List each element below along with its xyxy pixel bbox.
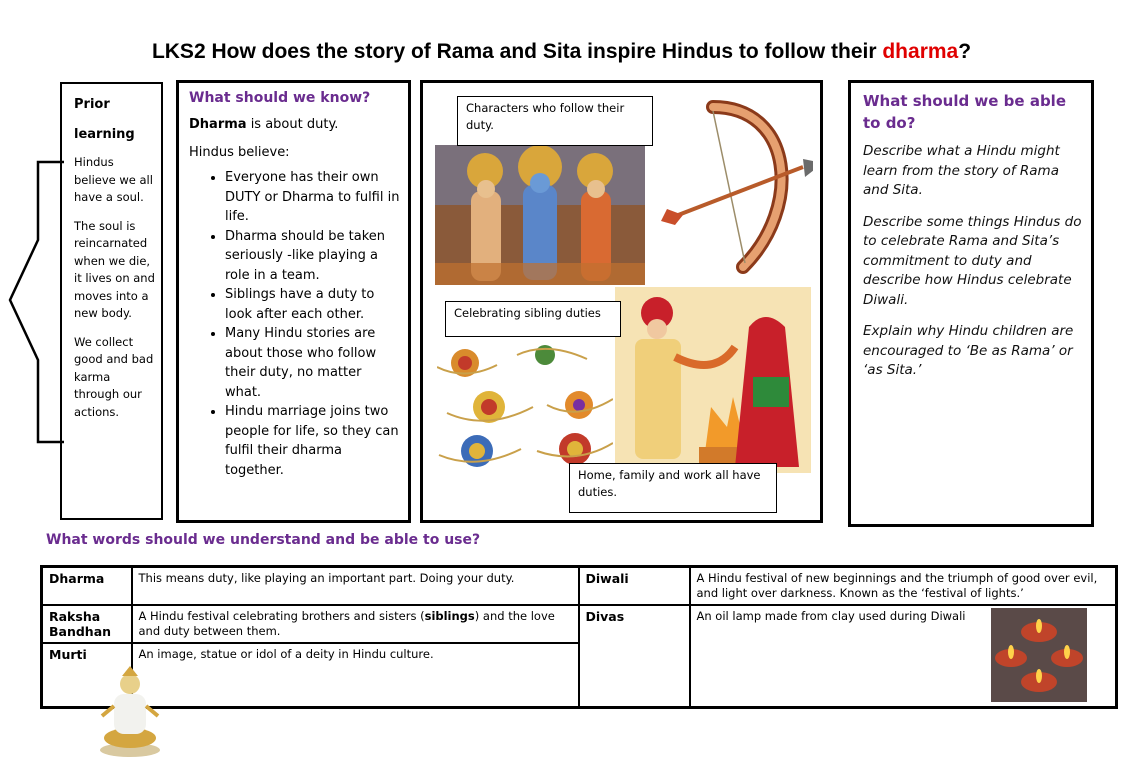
raksha-def-bold: siblings (424, 609, 475, 623)
diya-image (991, 608, 1087, 702)
dharma-definition (189, 116, 400, 134)
term-diwali: Diwali (579, 567, 690, 606)
prior-heading-line1: Prior (74, 97, 110, 112)
title-suffix: ? (958, 40, 972, 63)
know-panel (176, 80, 411, 523)
table-row (42, 605, 1117, 643)
raksha-def-post: ) and the love and duty between them. (138, 609, 555, 638)
pictures-panel (420, 80, 823, 523)
dharma-rest: is about duty. (246, 117, 339, 132)
hindus-believe: Hindus believe: (189, 145, 290, 160)
list-item: • Many Hindu stories are about those who follow their duty, no matter what. (225, 324, 400, 402)
rama-sita-image (435, 145, 645, 285)
rakhi-image (437, 341, 613, 473)
bow-arrow-image (653, 97, 813, 277)
prior-heading (74, 90, 155, 150)
prior-paragraph: We collect good and bad karma through our actions. (74, 334, 154, 419)
able-paragraph: Explain why Hindu children are encouraged to ‘Be as Rama’ or ‘as Sita.’ (863, 323, 1074, 378)
def-raksha (132, 605, 579, 643)
term-murti: Murti (42, 643, 132, 707)
divas-def-text: An oil lamp made from clay used during Diwali (696, 609, 966, 623)
title-text: LKS2 How does the story of Rama and Sita inspire Hindus to follow their (151, 40, 883, 63)
callout-characters: Characters who follow their duty. (457, 96, 653, 146)
list-item: • Hindu marriage joins two people for life, so they can fulfil their dharma together. (225, 402, 400, 480)
prior-learning-panel (60, 82, 163, 520)
able-heading: What should we be able to do? (863, 92, 1066, 132)
prior-heading-line2: learning (74, 127, 135, 142)
page-title (0, 40, 1123, 64)
list-item: • Everyone has their own DUTY or Dharma to fulfil in life. (225, 168, 400, 227)
term-raksha: Raksha Bandhan (42, 605, 132, 643)
table-row (42, 567, 1117, 606)
term-dharma: Dharma (42, 567, 132, 606)
prior-arrow-shape (8, 160, 68, 450)
able-paragraph: Describe what a Hindu might learn from the story of Rama and Sita. (863, 143, 1060, 198)
know-heading: What should we know? (189, 90, 371, 106)
dharma-bold: Dharma (189, 117, 247, 132)
list-item: • Dharma should be taken seriously -like playing a role in a team. (225, 227, 400, 286)
prior-paragraph: Hindus believe we all have a soul. (74, 155, 153, 204)
callout-home: Home, family and work all have duties. (569, 463, 777, 513)
list-item: • Siblings have a duty to look after each other. (225, 285, 400, 324)
vocab-heading: What words should we understand and be able to use? (46, 532, 481, 548)
def-murti: An image, statue or idol of a deity in Hindu culture. (132, 643, 579, 707)
def-divas (690, 605, 1117, 707)
prior-paragraph: The soul is reincarnated when we die, it lives on and moves into a new body. (74, 218, 155, 320)
def-diwali: A Hindu festival of new beginnings and the triumph of good over evil, and light over darkness. Known as the ‘festival of lights.’ (690, 567, 1117, 606)
term-divas: Divas (579, 605, 690, 707)
belief-list (189, 168, 400, 480)
vocab-table (40, 565, 1118, 709)
murti-image (98, 666, 162, 758)
able-paragraph: Describe some things Hindus do to celebrate Rama and Sita’s commitment to duty and describe how Hindus celebrate Diwali. (863, 213, 1082, 308)
callout-siblings: Celebrating sibling duties (445, 301, 621, 337)
raksha-def-pre: A Hindu festival celebrating brothers and sisters ( (138, 609, 425, 623)
wedding-image (615, 287, 811, 473)
def-dharma: This means duty, like playing an important part. Doing your duty. (132, 567, 579, 606)
title-accent-word: dharma (882, 40, 959, 63)
able-panel (848, 80, 1094, 527)
